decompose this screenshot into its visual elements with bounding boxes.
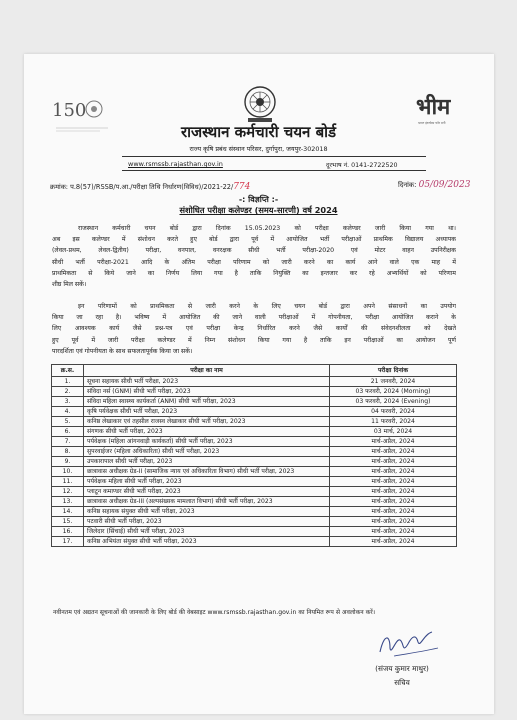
row-exam-name: कनिष्ठ अभियंता संयुक्त सीधी भर्ती परीक्षा, 2023: [84, 536, 330, 546]
board-title: राजस्थान कर्मचारी चयन बोर्ड: [180, 123, 337, 141]
row-exam-date: मार्च-अप्रैल, 2024: [330, 467, 457, 477]
phone-number: दूरभाष नं. 0141-2722520: [326, 162, 398, 169]
signatory-designation: सचिव: [394, 678, 410, 687]
row-serial: 5.: [52, 417, 84, 427]
row-exam-date: मार्च-अप्रैल, 2024: [330, 477, 457, 487]
rajasthan-seal-icon: [238, 83, 282, 125]
row-exam-name: पर्यवेक्षक (महिला आंगनवाड़ी कार्यकर्ता) सीधी भर्ती परीक्षा, 2023: [84, 437, 330, 447]
table-row: [52, 487, 457, 497]
reference-number: [50, 182, 250, 192]
header-divider-bottom: [122, 170, 426, 171]
table-row: [52, 407, 457, 417]
exam-schedule-table: [51, 364, 457, 547]
issue-date: [398, 180, 470, 190]
row-exam-date: मार्च-अप्रैल, 2024: [330, 526, 457, 536]
row-serial: 4.: [52, 407, 84, 417]
date-label: दिनांक:: [398, 181, 417, 189]
row-exam-date: मार्च-अप्रैल, 2024: [330, 437, 457, 447]
table-row: [52, 536, 457, 546]
paragraph-line: किया जा रहा है। भविष्य में आयोजित की जाने वाली परीक्षाओं में गोपनीयता, परीक्षा आयोजित कराने के: [52, 314, 456, 322]
row-exam-name: सूचना सहायक सीधी भर्ती परीक्षा, 2023: [84, 377, 330, 387]
table-row: [52, 506, 457, 516]
row-serial: 1.: [52, 377, 84, 387]
table-row: [52, 377, 457, 387]
row-serial: 8.: [52, 447, 84, 457]
row-serial: 9.: [52, 457, 84, 467]
row-exam-date: 04 फरवरी, 2024: [330, 407, 457, 417]
row-exam-name: उपकारापाल सीधी भर्ती परीक्षा, 2023: [84, 457, 330, 467]
row-exam-name: कनिष्ठ लेखाकार एवं तहसील राजस्व लेखाकार सीधी भर्ती परीक्षा, 2023: [84, 417, 330, 427]
row-serial: 15.: [52, 516, 84, 526]
row-serial: 12.: [52, 487, 84, 497]
paragraph-line: (लेवल-प्रथम, लेवल-द्वितीय) परीक्षा, वनपाल, वनरक्षक सीधी भर्ती परीक्षा-2020 एवं मोटर वाहन उपनिरीक्षक: [52, 247, 456, 255]
anniversary-logo-text: 150: [52, 100, 87, 121]
row-exam-date: मार्च-अप्रैल, 2024: [330, 536, 457, 546]
row-exam-name: छात्रावास अधीक्षक ग्रेड-III (अल्पसंख्यक मामलात विभाग) सीधी भर्ती परीक्षा, 2023: [84, 497, 330, 507]
notice-heading: -: विज्ञप्ति :-: [238, 195, 279, 204]
row-serial: 14.: [52, 506, 84, 516]
row-exam-name: जिलेदार (सिंचाई) सीधी भर्ती परीक्षा, 2023: [84, 526, 330, 536]
row-exam-date: 21 जनवरी, 2024: [330, 377, 457, 387]
row-exam-name: संविदा महिला स्वास्थ्य कार्यकर्ता (ANM) सीधी भर्ती परीक्षा, 2023: [84, 397, 330, 407]
paragraph-line: सीधी भर्ती परीक्षा-2021 आदि के अंतिम परीक्षा परिणाम को जारी करने का कार्य आने वाले एक माह में: [52, 258, 456, 266]
row-exam-date: 03 मार्च, 2024: [330, 427, 457, 437]
row-exam-date: मार्च-अप्रैल, 2024: [330, 516, 457, 526]
paragraph-line: शीघ्र मिल सकें।: [52, 281, 87, 289]
row-serial: 17.: [52, 536, 84, 546]
row-serial: 10.: [52, 467, 84, 477]
paragraph-line: लिए आवश्यक कार्य जैसे प्रश्न-पत्र एवं परीक्षा केन्द्र निर्धारित करने जैसे कार्यों की संवेदनशीलता को देखते: [52, 325, 456, 333]
row-exam-name: कनिष्ठ सहायक संयुक्त सीधी भर्ती परीक्षा, 2023: [84, 506, 330, 516]
reference-text: क्रमांक: प.8(57)/RSSB/प.आ./परीक्षा तिथि निर्धारण(विविध)/2021-22/: [50, 183, 234, 191]
table-row: [52, 447, 457, 457]
row-serial: 7.: [52, 437, 84, 447]
table-row: [52, 397, 457, 407]
bhim-logo-text: भीम: [416, 94, 451, 120]
table-row: [52, 427, 457, 437]
row-serial: 11.: [52, 477, 84, 487]
header-exam-name: परीक्षा का नाम: [84, 365, 330, 377]
table-header-row: [52, 365, 457, 377]
row-exam-name: छात्रावास अधीक्षक ग्रेड-II (सामाजिक न्याय एवं अधिकारिता विभाग) सीधी भर्ती परीक्षा, 2023: [84, 467, 330, 477]
header-divider-top: [122, 156, 426, 157]
footer-note: नवीनतम एवं अद्यतन सूचनाओं की जानकारी के लिए बोर्ड की वेबसाइट www.rsmssb.rajasthan.gov.in का नियमित रूप से अवलोकन करें।: [53, 609, 376, 616]
row-exam-name: सुपरवाईजर (महिला अधिकारिता) सीधी भर्ती परीक्षा, 2023: [84, 447, 330, 457]
paragraph-line: पारदर्शिता एवं गोपनीयता के साथ सफलतापूर्वक किया जा सकें।: [52, 347, 193, 355]
date-handwritten: 05/09/2023: [418, 180, 471, 190]
row-serial: 13.: [52, 497, 84, 507]
row-exam-name: कृषि पर्यवेक्षक सीधी भर्ती परीक्षा, 2023: [84, 407, 330, 417]
paragraph-line: अब इस कलेण्डर में संशोधन करते हुए बोर्ड द्वारा पूर्व में आयोजित भर्ती परीक्षाओं प्राथमिक विद्यालय अध्यापक: [52, 236, 456, 244]
row-exam-date: मार्च-अप्रैल, 2024: [330, 506, 457, 516]
row-exam-date: मार्च-अप्रैल, 2024: [330, 487, 457, 497]
paragraph-line: प्राथमिकता से किये जाने का निर्णय लिया गया है ताकि नियुक्ति का इन्तजार कर रहे अभ्यर्थियों को परिणाम: [52, 269, 456, 277]
row-exam-date: मार्च-अप्रैल, 2024: [330, 447, 457, 457]
table-row: [52, 516, 457, 526]
row-exam-name: पटवारी सीधी भर्ती परीक्षा, 2023: [84, 516, 330, 526]
row-serial: 16.: [52, 526, 84, 536]
table-row: [52, 526, 457, 536]
row-exam-name: प्लाटून कमाण्डर सीधी भर्ती परीक्षा, 2023: [84, 487, 330, 497]
table-row: [52, 387, 457, 397]
table-row: [52, 477, 457, 487]
table-row: [52, 497, 457, 507]
table-body: [52, 377, 457, 546]
header-serial: क्र.स.: [52, 365, 84, 377]
row-exam-date: मार्च-अप्रैल, 2024: [330, 497, 457, 507]
table-row: [52, 437, 457, 447]
signatory-name: (संजय कुमार माथुर): [375, 664, 429, 673]
row-exam-name: संविदा नर्स (GNM) सीधी भर्ती परीक्षा, 2023: [84, 387, 330, 397]
notice-subject: संशोधित परीक्षा कलेण्डर (समय-सारणी) वर्ष 2024: [179, 205, 338, 215]
row-exam-name: संगणक सीधी भर्ती परीक्षा, 2023: [84, 427, 330, 437]
row-exam-date: 11 फरवरी, 2024: [330, 417, 457, 427]
table-row: [52, 467, 457, 477]
row-serial: 6.: [52, 427, 84, 437]
paragraph-1: [52, 223, 456, 290]
row-serial: 3.: [52, 397, 84, 407]
paragraph-line: इन परिणामों को प्राथमिकता से जारी करने के लिए चयन बोर्ड द्वारा अपने संसाधनों का उपयोग: [78, 303, 456, 310]
board-address: राज्य कृषि प्रबंध संस्थान परिसर, दुर्गापुरा, जयपुर-302018: [189, 145, 328, 153]
paragraph-2: [52, 301, 456, 357]
table-row: [52, 457, 457, 467]
row-exam-date: मार्च-अप्रैल, 2024: [330, 457, 457, 467]
table-row: [52, 417, 457, 427]
header-exam-date: परीक्षा दिनांक: [330, 365, 457, 377]
paragraph-line: राजस्थान कर्मचारी चयन बोर्ड द्वारा दिनांक 15.05.2023 को परीक्षा कलेण्डर जारी किया गया था।: [78, 225, 456, 232]
website-link[interactable]: www.rsmssb.rajasthan.gov.in: [128, 160, 223, 168]
row-exam-date: 03 फरवरी, 2024 (Morning): [330, 387, 457, 397]
reference-handwritten-number: 774: [233, 182, 251, 192]
paragraph-line: हुए पूर्व में जारी परीक्षा कलेण्डर में निम्न संशोधन किया गया है ताकि इन परीक्षाओं का आयोजन पूर्ण: [52, 336, 456, 344]
row-serial: 2.: [52, 387, 84, 397]
bhim-tagline: भारत इंटरफेस फॉर मनी: [418, 121, 446, 125]
row-exam-date: 03 फरवरी, 2024 (Evening): [330, 397, 457, 407]
row-exam-name: पर्यवेक्षक महिला सीधी भर्ती परीक्षा, 2023: [84, 477, 330, 487]
signature-mark: [374, 626, 444, 662]
